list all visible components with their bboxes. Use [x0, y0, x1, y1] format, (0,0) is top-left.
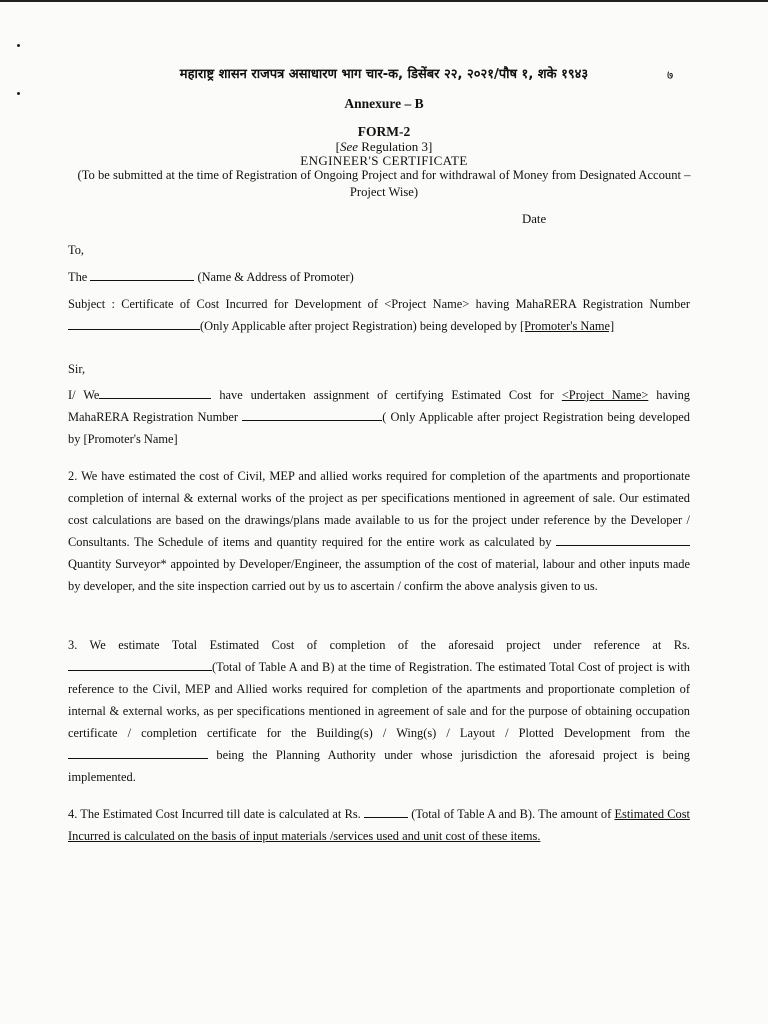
para4-text-2: (Total of Table A and B). The amount of	[411, 807, 612, 821]
para3-text-1: 3. We estimate Total Estimated Cost of completion of the aforesaid project under reference at Rs.	[68, 638, 690, 652]
para2-text-2: Quantity Surveyor* appointed by Developer/Engineer, the assumption of the cost of material, labour and other inputs made by developer, and the site inspection carried out by us to ascertain / confirm the above analysis given to us.	[68, 557, 690, 593]
page-number: ७	[667, 68, 674, 82]
salutation: Sir,	[68, 362, 86, 376]
scan-speck	[17, 44, 20, 47]
para4-text-3: Estimated Cost Incurred is calculated on the basis of input materials /services used and unit cost of these items.	[68, 807, 690, 843]
gazette-header: महाराष्ट्र शासन राजपत्र असाधारण भाग चार-क, डिसेंबर २२, २०२१/पौष १, शके १९४३	[179, 67, 589, 82]
regulation-text: Regulation 3]	[358, 139, 433, 154]
subject-text-2: (Only Applicable after project Registration) being developed by	[200, 319, 517, 333]
paragraph-1	[68, 384, 690, 450]
promoter-blank	[90, 268, 194, 281]
paragraph-3	[68, 634, 690, 788]
paragraph-2	[68, 465, 690, 597]
scan-speck	[17, 92, 20, 95]
para1-text-2: having MahaRERA Registration Number	[68, 388, 690, 424]
regulation-see: See	[339, 139, 358, 154]
para1-text-3: ( Only Applicable after project Registration being developed by [Promoter's Name]	[68, 410, 690, 446]
para3-text-2: (Total of Table A and B) at the time of Registration. The estimated Total Cost of project is with reference to the Civil, MEP and Allied works required for completion of the apartments and proportionate completion of internal & external works, as per specifications mentioned in agreement of sale and for the purpose of obtaining occupation certificate / completion certificate for the Building(s) / Wing(s) / Layout / Plotted Development from the	[68, 660, 690, 740]
para1-registration-blank	[242, 408, 382, 421]
subject-paragraph	[68, 293, 690, 337]
para3-text-3: being the Planning Authority under whose jurisdiction the aforesaid project is being implemented.	[68, 748, 690, 784]
promoter-suffix: (Name & Address of Promoter)	[197, 270, 354, 284]
quantity-surveyor-blank	[556, 533, 690, 546]
certifier-name-blank	[99, 386, 211, 399]
annexure-title: Annexure – B	[344, 96, 424, 111]
para4-text-1: 4. The Estimated Cost Incurred till date is calculated at Rs.	[68, 807, 361, 821]
promoter-line	[68, 266, 690, 288]
cost-incurred-blank	[364, 805, 408, 818]
para1-project-name: <Project Name>	[561, 388, 649, 402]
regulation-reference: [See Regulation 3]	[335, 139, 433, 154]
date-label: Date	[522, 212, 547, 226]
subject-text-1: Subject : Certificate of Cost Incurred for Development of <Project Name> having MahaRERA Registration Number	[68, 297, 690, 311]
para1-text-1: have undertaken assignment of certifying Estimated Cost for	[219, 388, 554, 402]
to-label: To,	[68, 243, 84, 257]
scan-edge	[0, 0, 768, 2]
subject-promoter-name: [Promoter's Name]	[520, 319, 615, 333]
form-purpose: (To be submitted at the time of Registration of Ongoing Project and for withdrawal of Money from Designated Account – Project Wise)	[77, 168, 691, 199]
para2-text-1: 2. We have estimated the cost of Civil, MEP and allied works required for completion of the apartments and proportionate completion of internal & external works of the project as per specifications mentioned in agreement of sale. Our estimated cost calculations are based on the drawings/plans made available to us for the project under reference by the Developer / Consultants. The Schedule of items and quantity required for the entire work as calculated by	[68, 469, 690, 549]
paragraph-4	[68, 803, 690, 847]
promoter-prefix: The	[68, 270, 88, 284]
form-number: FORM-2	[357, 124, 411, 139]
para1-prefix: I/ We	[68, 388, 100, 402]
registration-number-blank	[68, 317, 200, 330]
planning-authority-blank	[68, 746, 208, 759]
total-cost-blank	[68, 658, 212, 671]
certificate-title: ENGINEER'S CERTIFICATE	[300, 153, 468, 168]
